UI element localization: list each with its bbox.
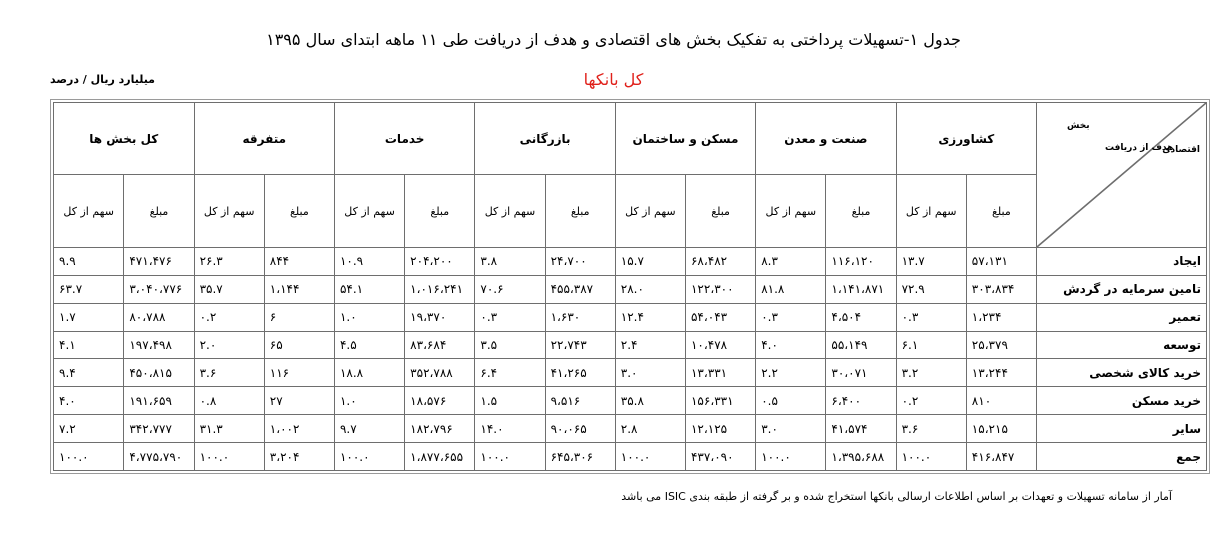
amount-cell: ۹،۵۱۶	[545, 387, 615, 415]
facilities-table	[53, 102, 1207, 471]
corner-header	[1037, 103, 1207, 248]
amount-cell: ۹۰،۰۶۵	[545, 415, 615, 443]
share-cell: ۲.۲	[756, 359, 826, 387]
sub-header-share: سهم از کل	[475, 175, 545, 247]
share-cell: ۴.۵	[334, 331, 404, 359]
share-cell: ۴.۱	[54, 331, 124, 359]
share-cell: ۹.۴	[54, 359, 124, 387]
share-cell: ۳۵.۷	[194, 275, 264, 303]
share-cell: ۹.۷	[334, 415, 404, 443]
amount-cell: ۲۲،۷۴۳	[545, 331, 615, 359]
sector-header-total: کل بخش ها	[54, 103, 195, 175]
corner-label-economic: اقتصادی	[1162, 145, 1200, 155]
share-cell: ۳.۶	[194, 359, 264, 387]
share-cell: ۰.۸	[194, 387, 264, 415]
share-cell: ۲.۰	[194, 331, 264, 359]
share-cell: ۳.۵	[475, 331, 545, 359]
amount-cell: ۱۰،۴۷۸	[685, 331, 755, 359]
share-cell: ۲.۴	[615, 331, 685, 359]
amount-cell: ۱۵۶،۳۳۱	[685, 387, 755, 415]
sub-header-amount: مبلغ	[685, 175, 755, 247]
sector-header-agriculture: کشاورزی	[896, 103, 1036, 175]
amount-cell: ۳۰،۰۷۱	[826, 359, 896, 387]
share-cell: ۸۱.۸	[756, 275, 826, 303]
amount-cell: ۶	[264, 303, 334, 331]
row-label: جمع	[1037, 443, 1207, 471]
amount-cell: ۴۱،۲۶۵	[545, 359, 615, 387]
table-subtitle: کل بانکها	[583, 70, 644, 89]
share-cell: ۱.۰	[334, 387, 404, 415]
sub-header-amount: مبلغ	[545, 175, 615, 247]
row-label: خرید کالای شخصی	[1037, 359, 1207, 387]
share-cell: ۶.۴	[475, 359, 545, 387]
table-row	[54, 247, 1207, 275]
share-cell: ۳.۶	[896, 415, 966, 443]
share-cell: ۱۰۰.۰	[896, 443, 966, 471]
share-cell: ۱.۵	[475, 387, 545, 415]
table-row	[54, 331, 1207, 359]
table-row	[54, 303, 1207, 331]
share-cell: ۱۳.۷	[896, 247, 966, 275]
amount-cell: ۱،۲۳۴	[966, 303, 1036, 331]
share-cell: ۳.۲	[896, 359, 966, 387]
share-cell: ۹.۹	[54, 247, 124, 275]
row-label: توسعه	[1037, 331, 1207, 359]
share-cell: ۱۲.۴	[615, 303, 685, 331]
table-row	[54, 359, 1207, 387]
share-cell: ۰.۲	[194, 303, 264, 331]
table-title: جدول ۱-تسهیلات پرداختی به تفکیک بخش های اقتصادی و هدف از دریافت طی ۱۱ ماهه ابتدای سال ۱۳۹۵	[266, 30, 961, 49]
amount-cell: ۶۸،۴۸۲	[685, 247, 755, 275]
amount-cell: ۱۲،۱۲۵	[685, 415, 755, 443]
table-row	[54, 415, 1207, 443]
amount-cell: ۱،۰۰۲	[264, 415, 334, 443]
amount-cell: ۸۱۰	[966, 387, 1036, 415]
share-cell: ۱۰۰.۰	[334, 443, 404, 471]
amount-cell: ۱۹۱،۶۵۹	[124, 387, 194, 415]
sub-header-row	[54, 175, 1207, 247]
amount-cell: ۱،۱۴۴	[264, 275, 334, 303]
amount-cell: ۳۴۲،۷۷۷	[124, 415, 194, 443]
amount-cell: ۶۵	[264, 331, 334, 359]
sector-header-housing: مسکن و ساختمان	[615, 103, 755, 175]
sub-header-amount: مبلغ	[124, 175, 194, 247]
row-label: تامین سرمایه در گردش	[1037, 275, 1207, 303]
amount-cell: ۴۱،۵۷۴	[826, 415, 896, 443]
sub-header-share: سهم از کل	[334, 175, 404, 247]
amount-cell: ۵۵،۱۴۹	[826, 331, 896, 359]
amount-cell: ۳۰۳،۸۳۴	[966, 275, 1036, 303]
amount-cell: ۱۱۶،۱۲۰	[826, 247, 896, 275]
amount-cell: ۲۵،۳۷۹	[966, 331, 1036, 359]
row-label: خرید مسکن	[1037, 387, 1207, 415]
amount-cell: ۶۴۵،۳۰۶	[545, 443, 615, 471]
sector-header-commerce: بازرگانی	[475, 103, 615, 175]
amount-cell: ۶،۴۰۰	[826, 387, 896, 415]
units-label: میلیارد ریال / درصد	[50, 73, 155, 86]
share-cell: ۷۰.۶	[475, 275, 545, 303]
amount-cell: ۱۸،۵۷۶	[405, 387, 475, 415]
share-cell: ۱۰۰.۰	[54, 443, 124, 471]
share-cell: ۱۰۰.۰	[756, 443, 826, 471]
sub-header-share: سهم از کل	[896, 175, 966, 247]
share-cell: ۱۰۰.۰	[194, 443, 264, 471]
sub-header-share: سهم از کل	[194, 175, 264, 247]
share-cell: ۰.۳	[896, 303, 966, 331]
sector-header-row	[54, 103, 1207, 175]
amount-cell: ۱،۶۳۰	[545, 303, 615, 331]
row-label: سایر	[1037, 415, 1207, 443]
share-cell: ۱.۰	[334, 303, 404, 331]
table-row	[54, 443, 1207, 471]
row-label: تعمیر	[1037, 303, 1207, 331]
share-cell: ۰.۵	[756, 387, 826, 415]
amount-cell: ۱،۱۴۱،۸۷۱	[826, 275, 896, 303]
amount-cell: ۲۷	[264, 387, 334, 415]
share-cell: ۱۰۰.۰	[615, 443, 685, 471]
footnote: آمار از سامانه تسهیلات و تعهدات بر اساس اطلاعات ارسالی بانکها استخراج شده و بر گرفته از طبقه بندی ISIC می باشد	[621, 490, 1172, 503]
share-cell: ۸.۳	[756, 247, 826, 275]
amount-cell: ۵۴،۰۴۳	[685, 303, 755, 331]
share-cell: ۴.۰	[756, 331, 826, 359]
share-cell: ۵۴.۱	[334, 275, 404, 303]
sub-header-amount: مبلغ	[264, 175, 334, 247]
share-cell: ۳.۸	[475, 247, 545, 275]
sub-header-amount: مبلغ	[405, 175, 475, 247]
share-cell: ۶.۱	[896, 331, 966, 359]
corner-label-sector: بخش	[1067, 121, 1090, 131]
amount-cell: ۱۳،۳۳۱	[685, 359, 755, 387]
table-row	[54, 275, 1207, 303]
amount-cell: ۵۷،۱۳۱	[966, 247, 1036, 275]
amount-cell: ۱،۰۱۶،۲۴۱	[405, 275, 475, 303]
amount-cell: ۸۴۴	[264, 247, 334, 275]
amount-cell: ۸۳،۶۸۴	[405, 331, 475, 359]
amount-cell: ۴،۷۷۵،۷۹۰	[124, 443, 194, 471]
amount-cell: ۴۱۶،۸۴۷	[966, 443, 1036, 471]
share-cell: ۰.۳	[475, 303, 545, 331]
share-cell: ۲۸.۰	[615, 275, 685, 303]
share-cell: ۱.۷	[54, 303, 124, 331]
amount-cell: ۱۹،۳۷۰	[405, 303, 475, 331]
amount-cell: ۱،۸۷۷،۶۵۵	[405, 443, 475, 471]
sub-header-share: سهم از کل	[54, 175, 124, 247]
amount-cell: ۲۴،۷۰۰	[545, 247, 615, 275]
share-cell: ۳.۰	[615, 359, 685, 387]
share-cell: ۰.۳	[756, 303, 826, 331]
share-cell: ۱۰.۹	[334, 247, 404, 275]
corner-label-purpose: هدف از دریافت	[1105, 143, 1174, 153]
amount-cell: ۱۳،۲۴۴	[966, 359, 1036, 387]
share-cell: ۲۶.۳	[194, 247, 264, 275]
amount-cell: ۱۱۶	[264, 359, 334, 387]
amount-cell: ۲۰۴،۲۰۰	[405, 247, 475, 275]
amount-cell: ۱۲۲،۳۰۰	[685, 275, 755, 303]
amount-cell: ۴،۵۰۴	[826, 303, 896, 331]
row-label: ایجاد	[1037, 247, 1207, 275]
sector-header-services: خدمات	[334, 103, 474, 175]
share-cell: ۱۵.۷	[615, 247, 685, 275]
share-cell: ۳۱.۳	[194, 415, 264, 443]
share-cell: ۱۰۰.۰	[475, 443, 545, 471]
amount-cell: ۸۰،۷۸۸	[124, 303, 194, 331]
diagonal-divider	[1037, 103, 1206, 247]
amount-cell: ۴۷۱،۴۷۶	[124, 247, 194, 275]
amount-cell: ۳۵۲،۷۸۸	[405, 359, 475, 387]
amount-cell: ۴۵۵،۳۸۷	[545, 275, 615, 303]
table-row	[54, 387, 1207, 415]
amount-cell: ۱۸۲،۷۹۶	[405, 415, 475, 443]
sub-header-share: سهم از کل	[615, 175, 685, 247]
table-body	[54, 247, 1207, 470]
sector-header-misc: متفرقه	[194, 103, 334, 175]
share-cell: ۷.۲	[54, 415, 124, 443]
sub-header-share: سهم از کل	[756, 175, 826, 247]
amount-cell: ۳،۲۰۴	[264, 443, 334, 471]
share-cell: ۳.۰	[756, 415, 826, 443]
share-cell: ۲.۸	[615, 415, 685, 443]
sub-header-amount: مبلغ	[966, 175, 1036, 247]
amount-cell: ۴۳۷،۰۹۰	[685, 443, 755, 471]
share-cell: ۱۴.۰	[475, 415, 545, 443]
share-cell: ۴.۰	[54, 387, 124, 415]
amount-cell: ۴۵۰،۸۱۵	[124, 359, 194, 387]
share-cell: ۳۵.۸	[615, 387, 685, 415]
amount-cell: ۱۹۷،۴۹۸	[124, 331, 194, 359]
share-cell: ۱۸.۸	[334, 359, 404, 387]
sector-header-industry: صنعت و معدن	[756, 103, 896, 175]
share-cell: ۷۲.۹	[896, 275, 966, 303]
share-cell: ۰.۲	[896, 387, 966, 415]
share-cell: ۶۳.۷	[54, 275, 124, 303]
sub-header-amount: مبلغ	[826, 175, 896, 247]
amount-cell: ۱۵،۲۱۵	[966, 415, 1036, 443]
amount-cell: ۱،۳۹۵،۶۸۸	[826, 443, 896, 471]
amount-cell: ۳،۰۴۰،۷۷۶	[124, 275, 194, 303]
